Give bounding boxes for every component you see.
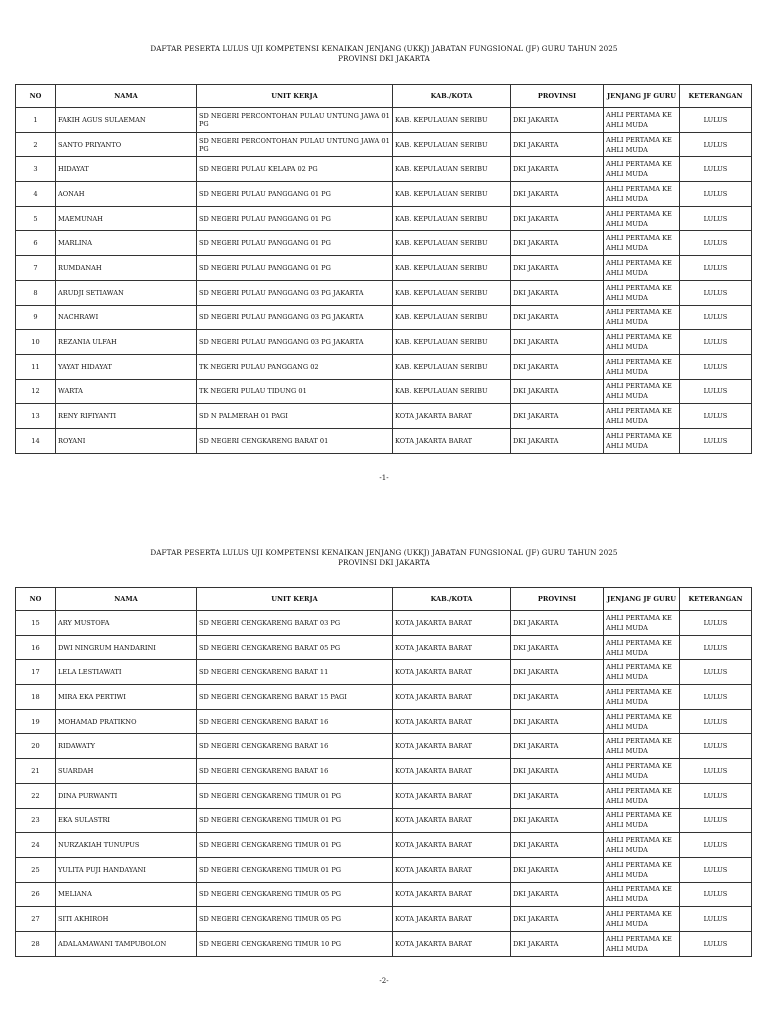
table-row xyxy=(16,157,752,182)
cell-nama: NURZAKIAH TUNUPUS xyxy=(56,833,197,858)
cell-no: 15 xyxy=(16,611,56,636)
cell-nama: LELA LESTIAWATI xyxy=(56,660,197,685)
cell-kab-kota: KOTA JAKARTA BARAT xyxy=(393,404,511,429)
cell-jenjang: AHLI PERTAMA KE AHLI MUDA xyxy=(604,182,680,207)
cell-unit-kerja: SD NEGERI CENGKARENG BARAT 16 xyxy=(197,709,393,734)
cell-jenjang: AHLI PERTAMA KE AHLI MUDA xyxy=(604,206,680,231)
table-header-row xyxy=(16,588,752,611)
cell-no: 8 xyxy=(16,280,56,305)
cell-provinsi: DKI JAKARTA xyxy=(511,231,604,256)
cell-nama: FAKIH AGUS SULAEMAN xyxy=(56,108,197,133)
cell-no: 19 xyxy=(16,709,56,734)
cell-kab-kota: KAB. KEPULAUAN SERIBU xyxy=(393,206,511,231)
cell-jenjang: AHLI PERTAMA KE AHLI MUDA xyxy=(604,132,680,157)
cell-kab-kota: KOTA JAKARTA BARAT xyxy=(393,882,511,907)
table-row xyxy=(16,734,752,759)
cell-keterangan: LULUS xyxy=(680,354,752,379)
cell-nama: RUMDANAH xyxy=(56,256,197,281)
table-row xyxy=(16,206,752,231)
cell-nama: ADALAMAWANI TAMPUBOLON xyxy=(56,931,197,956)
cell-no: 6 xyxy=(16,231,56,256)
document-title xyxy=(0,548,768,568)
cell-nama: MAEMUNAH xyxy=(56,206,197,231)
cell-provinsi: DKI JAKARTA xyxy=(511,182,604,207)
cell-jenjang: AHLI PERTAMA KE AHLI MUDA xyxy=(604,808,680,833)
cell-kab-kota: KAB. KEPULAUAN SERIBU xyxy=(393,182,511,207)
cell-keterangan: LULUS xyxy=(680,108,752,133)
cell-jenjang: AHLI PERTAMA KE AHLI MUDA xyxy=(604,685,680,710)
cell-keterangan: LULUS xyxy=(680,734,752,759)
cell-provinsi: DKI JAKARTA xyxy=(511,808,604,833)
cell-kab-kota: KAB. KEPULAUAN SERIBU xyxy=(393,132,511,157)
table-row xyxy=(16,354,752,379)
cell-unit-kerja: SD NEGERI PULAU PANGGANG 03 PG JAKARTA xyxy=(197,330,393,355)
cell-unit-kerja: TK NEGERI PULAU PANGGANG 02 xyxy=(197,354,393,379)
cell-provinsi: DKI JAKARTA xyxy=(511,428,604,453)
cell-nama: DWI NINGRUM HANDARINI xyxy=(56,635,197,660)
cell-kab-kota: KAB. KEPULAUAN SERIBU xyxy=(393,108,511,133)
cell-keterangan: LULUS xyxy=(680,182,752,207)
cell-nama: SUARDAH xyxy=(56,759,197,784)
cell-keterangan: LULUS xyxy=(680,280,752,305)
cell-kab-kota: KAB. KEPULAUAN SERIBU xyxy=(393,280,511,305)
cell-no: 9 xyxy=(16,305,56,330)
col-header-jenjang: JENJANG JF GURU xyxy=(604,588,680,611)
cell-nama: ARUDJI SETIAWAN xyxy=(56,280,197,305)
cell-unit-kerja: SD NEGERI CENGKARENG BARAT 16 xyxy=(197,734,393,759)
cell-no: 14 xyxy=(16,428,56,453)
cell-provinsi: DKI JAKARTA xyxy=(511,354,604,379)
cell-keterangan: LULUS xyxy=(680,907,752,932)
cell-nama: MARLINA xyxy=(56,231,197,256)
cell-keterangan: LULUS xyxy=(680,330,752,355)
cell-kab-kota: KOTA JAKARTA BARAT xyxy=(393,660,511,685)
col-header-kab-kota: KAB./KOTA xyxy=(393,588,511,611)
cell-kab-kota: KOTA JAKARTA BARAT xyxy=(393,611,511,636)
cell-provinsi: DKI JAKARTA xyxy=(511,759,604,784)
cell-unit-kerja: SD NEGERI PERCONTOHAN PULAU UNTUNG JAWA 01 PG xyxy=(197,132,393,157)
col-header-keterangan: KETERANGAN xyxy=(680,85,752,108)
cell-keterangan: LULUS xyxy=(680,931,752,956)
cell-nama: SITI AKHIROH xyxy=(56,907,197,932)
cell-no: 22 xyxy=(16,783,56,808)
cell-kab-kota: KOTA JAKARTA BARAT xyxy=(393,709,511,734)
cell-keterangan: LULUS xyxy=(680,783,752,808)
cell-unit-kerja: SD NEGERI CENGKARENG TIMUR 01 PG xyxy=(197,783,393,808)
cell-provinsi: DKI JAKARTA xyxy=(511,611,604,636)
cell-nama: WARTA xyxy=(56,379,197,404)
cell-unit-kerja: TK NEGERI PULAU TIDUNG 01 xyxy=(197,379,393,404)
cell-keterangan: LULUS xyxy=(680,685,752,710)
cell-unit-kerja: SD NEGERI CENGKARENG TIMUR 01 PG xyxy=(197,833,393,858)
table-row xyxy=(16,132,752,157)
cell-no: 24 xyxy=(16,833,56,858)
participants-table xyxy=(15,587,752,957)
cell-no: 11 xyxy=(16,354,56,379)
table-row xyxy=(16,907,752,932)
cell-kab-kota: KAB. KEPULAUAN SERIBU xyxy=(393,354,511,379)
cell-keterangan: LULUS xyxy=(680,256,752,281)
cell-nama: YAYAT HIDAYAT xyxy=(56,354,197,379)
cell-jenjang: AHLI PERTAMA KE AHLI MUDA xyxy=(604,783,680,808)
cell-provinsi: DKI JAKARTA xyxy=(511,685,604,710)
cell-unit-kerja: SD NEGERI CENGKARENG BARAT 15 PAGI xyxy=(197,685,393,710)
cell-unit-kerja: SD NEGERI CENGKARENG TIMUR 05 PG xyxy=(197,882,393,907)
cell-keterangan: LULUS xyxy=(680,882,752,907)
cell-keterangan: LULUS xyxy=(680,206,752,231)
col-header-provinsi: PROVINSI xyxy=(511,85,604,108)
cell-keterangan: LULUS xyxy=(680,857,752,882)
cell-jenjang: AHLI PERTAMA KE AHLI MUDA xyxy=(604,280,680,305)
cell-jenjang: AHLI PERTAMA KE AHLI MUDA xyxy=(604,157,680,182)
cell-no: 17 xyxy=(16,660,56,685)
cell-nama: ARY MUSTOFA xyxy=(56,611,197,636)
cell-unit-kerja: SD NEGERI PULAU PANGGANG 01 PG xyxy=(197,256,393,281)
cell-kab-kota: KAB. KEPULAUAN SERIBU xyxy=(393,231,511,256)
cell-unit-kerja: SD NEGERI PULAU PANGGANG 03 PG JAKARTA xyxy=(197,280,393,305)
cell-nama: ROYANI xyxy=(56,428,197,453)
cell-unit-kerja: SD NEGERI PULAU KELAPA 02 PG xyxy=(197,157,393,182)
cell-kab-kota: KOTA JAKARTA BARAT xyxy=(393,808,511,833)
cell-jenjang: AHLI PERTAMA KE AHLI MUDA xyxy=(604,305,680,330)
cell-keterangan: LULUS xyxy=(680,660,752,685)
cell-provinsi: DKI JAKARTA xyxy=(511,635,604,660)
table-row xyxy=(16,685,752,710)
table-row xyxy=(16,182,752,207)
table-row xyxy=(16,280,752,305)
cell-unit-kerja: SD NEGERI PULAU PANGGANG 01 PG xyxy=(197,182,393,207)
cell-kab-kota: KAB. KEPULAUAN SERIBU xyxy=(393,379,511,404)
col-header-unit-kerja: UNIT KERJA xyxy=(197,85,393,108)
document-title xyxy=(0,44,768,64)
cell-jenjang: AHLI PERTAMA KE AHLI MUDA xyxy=(604,660,680,685)
cell-unit-kerja: SD NEGERI CENGKARENG BARAT 11 xyxy=(197,660,393,685)
cell-keterangan: LULUS xyxy=(680,379,752,404)
cell-nama: MIRA EKA PERTIWI xyxy=(56,685,197,710)
cell-keterangan: LULUS xyxy=(680,635,752,660)
table-row xyxy=(16,256,752,281)
cell-no: 28 xyxy=(16,931,56,956)
cell-nama: MELIANA xyxy=(56,882,197,907)
cell-unit-kerja: SD NEGERI CENGKARENG TIMUR 05 PG xyxy=(197,907,393,932)
cell-provinsi: DKI JAKARTA xyxy=(511,330,604,355)
cell-keterangan: LULUS xyxy=(680,305,752,330)
cell-no: 27 xyxy=(16,907,56,932)
page-number: -2- xyxy=(379,977,389,985)
cell-kab-kota: KOTA JAKARTA BARAT xyxy=(393,635,511,660)
cell-nama: REZANIA ULFAH xyxy=(56,330,197,355)
table-row xyxy=(16,857,752,882)
table-row xyxy=(16,709,752,734)
cell-jenjang: AHLI PERTAMA KE AHLI MUDA xyxy=(604,709,680,734)
cell-no: 23 xyxy=(16,808,56,833)
cell-unit-kerja: SD NEGERI CENGKARENG BARAT 03 PG xyxy=(197,611,393,636)
table-row xyxy=(16,759,752,784)
cell-keterangan: LULUS xyxy=(680,231,752,256)
table-row xyxy=(16,404,752,429)
cell-provinsi: DKI JAKARTA xyxy=(511,108,604,133)
cell-nama: NACHRAWI xyxy=(56,305,197,330)
col-header-nama: NAMA xyxy=(56,85,197,108)
cell-jenjang: AHLI PERTAMA KE AHLI MUDA xyxy=(604,354,680,379)
cell-keterangan: LULUS xyxy=(680,428,752,453)
title-line-2: PROVINSI DKI JAKARTA xyxy=(338,54,430,63)
cell-unit-kerja: SD NEGERI CENGKARENG TIMUR 10 PG xyxy=(197,931,393,956)
cell-kab-kota: KOTA JAKARTA BARAT xyxy=(393,931,511,956)
col-header-kab-kota: KAB./KOTA xyxy=(393,85,511,108)
cell-kab-kota: KOTA JAKARTA BARAT xyxy=(393,907,511,932)
table-row xyxy=(16,611,752,636)
cell-jenjang: AHLI PERTAMA KE AHLI MUDA xyxy=(604,833,680,858)
cell-no: 5 xyxy=(16,206,56,231)
cell-kab-kota: KOTA JAKARTA BARAT xyxy=(393,734,511,759)
cell-provinsi: DKI JAKARTA xyxy=(511,379,604,404)
cell-jenjang: AHLI PERTAMA KE AHLI MUDA xyxy=(604,635,680,660)
participants-table xyxy=(15,84,752,454)
cell-nama: EKA SULASTRI xyxy=(56,808,197,833)
cell-keterangan: LULUS xyxy=(680,157,752,182)
cell-jenjang: AHLI PERTAMA KE AHLI MUDA xyxy=(604,857,680,882)
col-header-keterangan: KETERANGAN xyxy=(680,588,752,611)
cell-provinsi: DKI JAKARTA xyxy=(511,132,604,157)
cell-no: 21 xyxy=(16,759,56,784)
table-body xyxy=(16,108,752,454)
cell-nama: DINA PURWANTI xyxy=(56,783,197,808)
cell-unit-kerja: SD NEGERI CENGKARENG BARAT 16 xyxy=(197,759,393,784)
cell-no: 13 xyxy=(16,404,56,429)
cell-no: 12 xyxy=(16,379,56,404)
cell-nama: RIDAWATY xyxy=(56,734,197,759)
table-row xyxy=(16,379,752,404)
table-body xyxy=(16,611,752,957)
cell-provinsi: DKI JAKARTA xyxy=(511,882,604,907)
table-header-row xyxy=(16,85,752,108)
table-row xyxy=(16,833,752,858)
cell-jenjang: AHLI PERTAMA KE AHLI MUDA xyxy=(604,428,680,453)
cell-jenjang: AHLI PERTAMA KE AHLI MUDA xyxy=(604,611,680,636)
table-row xyxy=(16,108,752,133)
cell-jenjang: AHLI PERTAMA KE AHLI MUDA xyxy=(604,330,680,355)
title-line-1: DAFTAR PESERTA LULUS UJI KOMPETENSI KENAIKAN JENJANG (UKKJ) JABATAN FUNGSIONAL (JF) GURU TAHUN 2025 xyxy=(150,548,618,557)
cell-jenjang: AHLI PERTAMA KE AHLI MUDA xyxy=(604,256,680,281)
table-row xyxy=(16,231,752,256)
cell-provinsi: DKI JAKARTA xyxy=(511,660,604,685)
cell-unit-kerja: SD NEGERI CENGKARENG BARAT 05 PG xyxy=(197,635,393,660)
cell-no: 2 xyxy=(16,132,56,157)
cell-unit-kerja: SD NEGERI PERCONTOHAN PULAU UNTUNG JAWA 01 PG xyxy=(197,108,393,133)
cell-kab-kota: KOTA JAKARTA BARAT xyxy=(393,833,511,858)
cell-unit-kerja: SD NEGERI CENGKARENG TIMUR 01 PG xyxy=(197,808,393,833)
cell-no: 18 xyxy=(16,685,56,710)
cell-kab-kota: KOTA JAKARTA BARAT xyxy=(393,428,511,453)
col-header-jenjang: JENJANG JF GURU xyxy=(604,85,680,108)
table-row xyxy=(16,808,752,833)
col-header-provinsi: PROVINSI xyxy=(511,588,604,611)
cell-jenjang: AHLI PERTAMA KE AHLI MUDA xyxy=(604,759,680,784)
cell-unit-kerja: SD NEGERI PULAU PANGGANG 03 PG JAKARTA xyxy=(197,305,393,330)
cell-provinsi: DKI JAKARTA xyxy=(511,907,604,932)
cell-provinsi: DKI JAKARTA xyxy=(511,783,604,808)
cell-provinsi: DKI JAKARTA xyxy=(511,404,604,429)
cell-jenjang: AHLI PERTAMA KE AHLI MUDA xyxy=(604,108,680,133)
cell-jenjang: AHLI PERTAMA KE AHLI MUDA xyxy=(604,379,680,404)
table-row xyxy=(16,330,752,355)
cell-no: 25 xyxy=(16,857,56,882)
cell-keterangan: LULUS xyxy=(680,759,752,784)
cell-jenjang: AHLI PERTAMA KE AHLI MUDA xyxy=(604,882,680,907)
table-row xyxy=(16,931,752,956)
cell-nama: YULITA PUJI HANDAYANI xyxy=(56,857,197,882)
cell-nama: RENY RIFIYANTI xyxy=(56,404,197,429)
cell-jenjang: AHLI PERTAMA KE AHLI MUDA xyxy=(604,734,680,759)
cell-provinsi: DKI JAKARTA xyxy=(511,833,604,858)
cell-kab-kota: KAB. KEPULAUAN SERIBU xyxy=(393,330,511,355)
cell-jenjang: AHLI PERTAMA KE AHLI MUDA xyxy=(604,404,680,429)
cell-provinsi: DKI JAKARTA xyxy=(511,206,604,231)
cell-nama: MOHAMAD PRATIKNO xyxy=(56,709,197,734)
table-row xyxy=(16,660,752,685)
table-row xyxy=(16,635,752,660)
cell-jenjang: AHLI PERTAMA KE AHLI MUDA xyxy=(604,931,680,956)
cell-nama: SANTO PRIYANTO xyxy=(56,132,197,157)
col-header-nama: NAMA xyxy=(56,588,197,611)
cell-jenjang: AHLI PERTAMA KE AHLI MUDA xyxy=(604,231,680,256)
col-header-no: NO xyxy=(16,85,56,108)
col-header-no: NO xyxy=(16,588,56,611)
cell-kab-kota: KOTA JAKARTA BARAT xyxy=(393,759,511,784)
cell-provinsi: DKI JAKARTA xyxy=(511,709,604,734)
cell-provinsi: DKI JAKARTA xyxy=(511,256,604,281)
cell-no: 7 xyxy=(16,256,56,281)
cell-unit-kerja: SD NEGERI CENGKARENG BARAT 01 xyxy=(197,428,393,453)
cell-provinsi: DKI JAKARTA xyxy=(511,857,604,882)
page-number: -1- xyxy=(379,474,389,482)
col-header-unit-kerja: UNIT KERJA xyxy=(197,588,393,611)
cell-keterangan: LULUS xyxy=(680,709,752,734)
cell-provinsi: DKI JAKARTA xyxy=(511,734,604,759)
cell-keterangan: LULUS xyxy=(680,404,752,429)
cell-no: 16 xyxy=(16,635,56,660)
cell-unit-kerja: SD N PALMERAH 01 PAGI xyxy=(197,404,393,429)
cell-kab-kota: KAB. KEPULAUAN SERIBU xyxy=(393,157,511,182)
cell-provinsi: DKI JAKARTA xyxy=(511,305,604,330)
cell-kab-kota: KOTA JAKARTA BARAT xyxy=(393,857,511,882)
cell-nama: HIDAYAT xyxy=(56,157,197,182)
table-row xyxy=(16,882,752,907)
cell-keterangan: LULUS xyxy=(680,833,752,858)
cell-provinsi: DKI JAKARTA xyxy=(511,157,604,182)
cell-no: 20 xyxy=(16,734,56,759)
title-line-1: DAFTAR PESERTA LULUS UJI KOMPETENSI KENAIKAN JENJANG (UKKJ) JABATAN FUNGSIONAL (JF) GURU TAHUN 2025 xyxy=(150,44,618,53)
cell-no: 4 xyxy=(16,182,56,207)
cell-kab-kota: KAB. KEPULAUAN SERIBU xyxy=(393,305,511,330)
cell-no: 26 xyxy=(16,882,56,907)
table-row xyxy=(16,428,752,453)
cell-kab-kota: KOTA JAKARTA BARAT xyxy=(393,783,511,808)
cell-no: 1 xyxy=(16,108,56,133)
cell-unit-kerja: SD NEGERI PULAU PANGGANG 01 PG xyxy=(197,206,393,231)
cell-provinsi: DKI JAKARTA xyxy=(511,280,604,305)
cell-kab-kota: KOTA JAKARTA BARAT xyxy=(393,685,511,710)
cell-unit-kerja: SD NEGERI PULAU PANGGANG 01 PG xyxy=(197,231,393,256)
cell-keterangan: LULUS xyxy=(680,132,752,157)
cell-jenjang: AHLI PERTAMA KE AHLI MUDA xyxy=(604,907,680,932)
cell-no: 3 xyxy=(16,157,56,182)
cell-provinsi: DKI JAKARTA xyxy=(511,931,604,956)
title-line-2: PROVINSI DKI JAKARTA xyxy=(338,558,430,567)
cell-no: 10 xyxy=(16,330,56,355)
cell-kab-kota: KAB. KEPULAUAN SERIBU xyxy=(393,256,511,281)
cell-unit-kerja: SD NEGERI CENGKARENG TIMUR 01 PG xyxy=(197,857,393,882)
table-row xyxy=(16,305,752,330)
cell-keterangan: LULUS xyxy=(680,611,752,636)
cell-nama: AONAH xyxy=(56,182,197,207)
table-row xyxy=(16,783,752,808)
cell-keterangan: LULUS xyxy=(680,808,752,833)
